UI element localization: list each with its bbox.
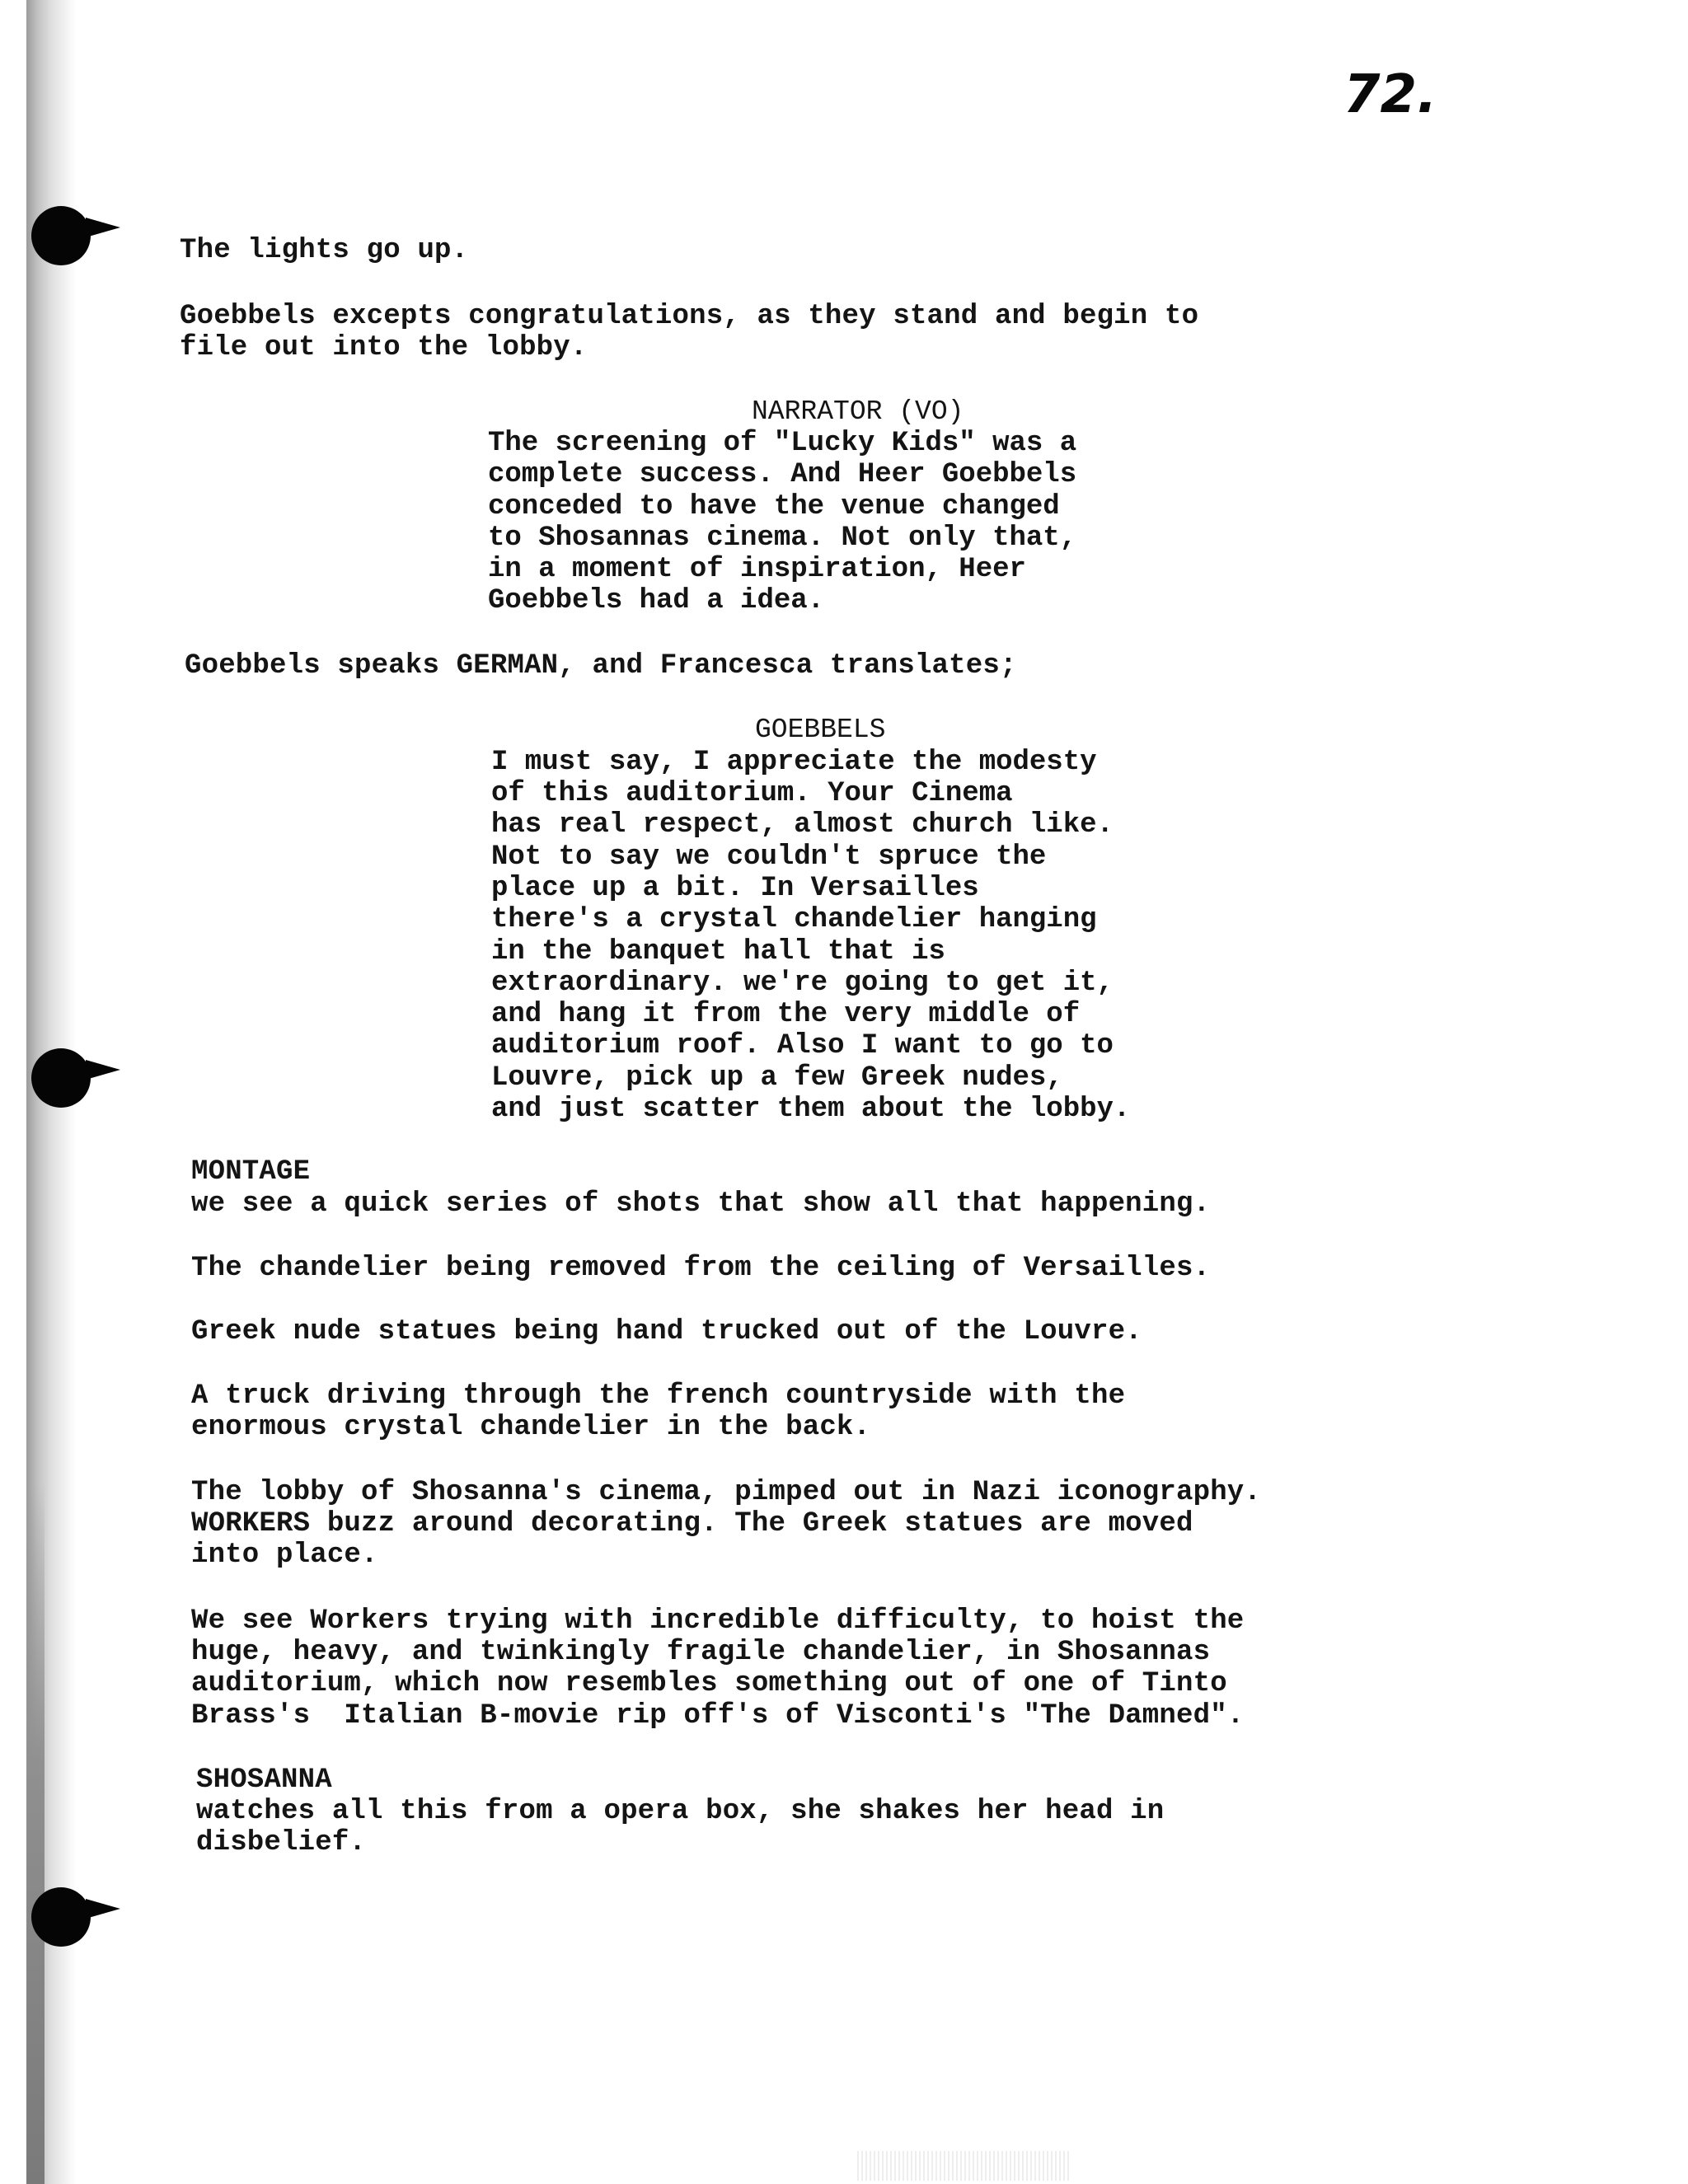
dialogue-line: Goebbels had a idea. xyxy=(488,585,825,616)
dialogue-line: auditorium roof. Also I want to go to xyxy=(491,1030,1114,1062)
scene-heading: SHOSANNA xyxy=(196,1765,332,1796)
action-line: we see a quick series of shots that show all that happening. xyxy=(191,1188,1211,1220)
action-line: Goebbels excepts congratulations, as they stand and begin to xyxy=(180,301,1199,332)
action-line: Goebbels speaks GERMAN, and Francesca translates; xyxy=(185,650,1017,682)
scene-heading: MONTAGE xyxy=(191,1156,311,1188)
binder-hole-icon xyxy=(31,1048,91,1108)
dialogue-line: Not to say we couldn't spruce the xyxy=(491,841,1047,873)
dialogue-line: extraordinary. we're going to get it, xyxy=(491,968,1114,999)
dialogue-line: has real respect, almost church like. xyxy=(491,809,1114,841)
page-number: 72. xyxy=(1343,64,1437,125)
action-line: The chandelier being removed from the ceiling of Versailles. xyxy=(191,1253,1211,1284)
dialogue-line: in a moment of inspiration, Heer xyxy=(488,554,1026,585)
scan-noise xyxy=(857,2151,1071,2181)
action-line: We see Workers trying with incredible difficulty, to hoist the xyxy=(191,1605,1245,1637)
dialogue-line: complete success. And Heer Goebbels xyxy=(488,459,1077,490)
dialogue-line: there's a crystal chandelier hanging xyxy=(491,904,1097,935)
action-line: enormous crystal chandelier in the back. xyxy=(191,1412,871,1443)
character-name: NARRATOR (VO) xyxy=(752,396,964,427)
dialogue-line: place up a bit. In Versailles xyxy=(491,873,979,904)
scan-shadow-edge-lower xyxy=(26,1483,45,2184)
binder-hole-icon xyxy=(31,1887,91,1947)
dialogue-line: Louvre, pick up a few Greek nudes, xyxy=(491,1062,1063,1094)
action-line: disbelief. xyxy=(196,1827,367,1858)
dialogue-line: conceded to have the venue changed xyxy=(488,491,1060,523)
dialogue-line: The screening of "Lucky Kids" was a xyxy=(488,428,1077,459)
dialogue-line: and hang it from the very middle of xyxy=(491,999,1081,1030)
dialogue-line: to Shosannas cinema. Not only that, xyxy=(488,523,1077,554)
action-line: Brass's Italian B-movie rip off's of Visconti's "The Damned". xyxy=(191,1700,1245,1732)
dialogue-line: of this auditorium. Your Cinema xyxy=(491,778,1013,809)
action-line: watches all this from a opera box, she shakes her head in xyxy=(196,1796,1165,1827)
action-line: into place. xyxy=(191,1540,378,1571)
action-line: WORKERS buzz around decorating. The Greek statues are moved xyxy=(191,1508,1193,1540)
dialogue-line: in the banquet hall that is xyxy=(491,936,945,968)
action-line: The lights go up. xyxy=(180,235,469,266)
action-line: huge, heavy, and twinkingly fragile chandelier, in Shosannas xyxy=(191,1637,1211,1668)
action-line: file out into the lobby. xyxy=(180,332,588,363)
character-name: GOEBBELS xyxy=(755,715,886,745)
dialogue-line: and just scatter them about the lobby. xyxy=(491,1094,1131,1125)
action-line: The lobby of Shosanna's cinema, pimped out in Nazi iconography. xyxy=(191,1477,1262,1508)
dialogue-line: I must say, I appreciate the modesty xyxy=(491,747,1097,778)
action-line: auditorium, which now resembles something out of one of Tinto xyxy=(191,1668,1227,1699)
action-line: A truck driving through the french countryside with the xyxy=(191,1380,1126,1412)
action-line: Greek nude statues being hand trucked out of the Louvre. xyxy=(191,1316,1142,1347)
binder-hole-icon xyxy=(31,206,91,265)
